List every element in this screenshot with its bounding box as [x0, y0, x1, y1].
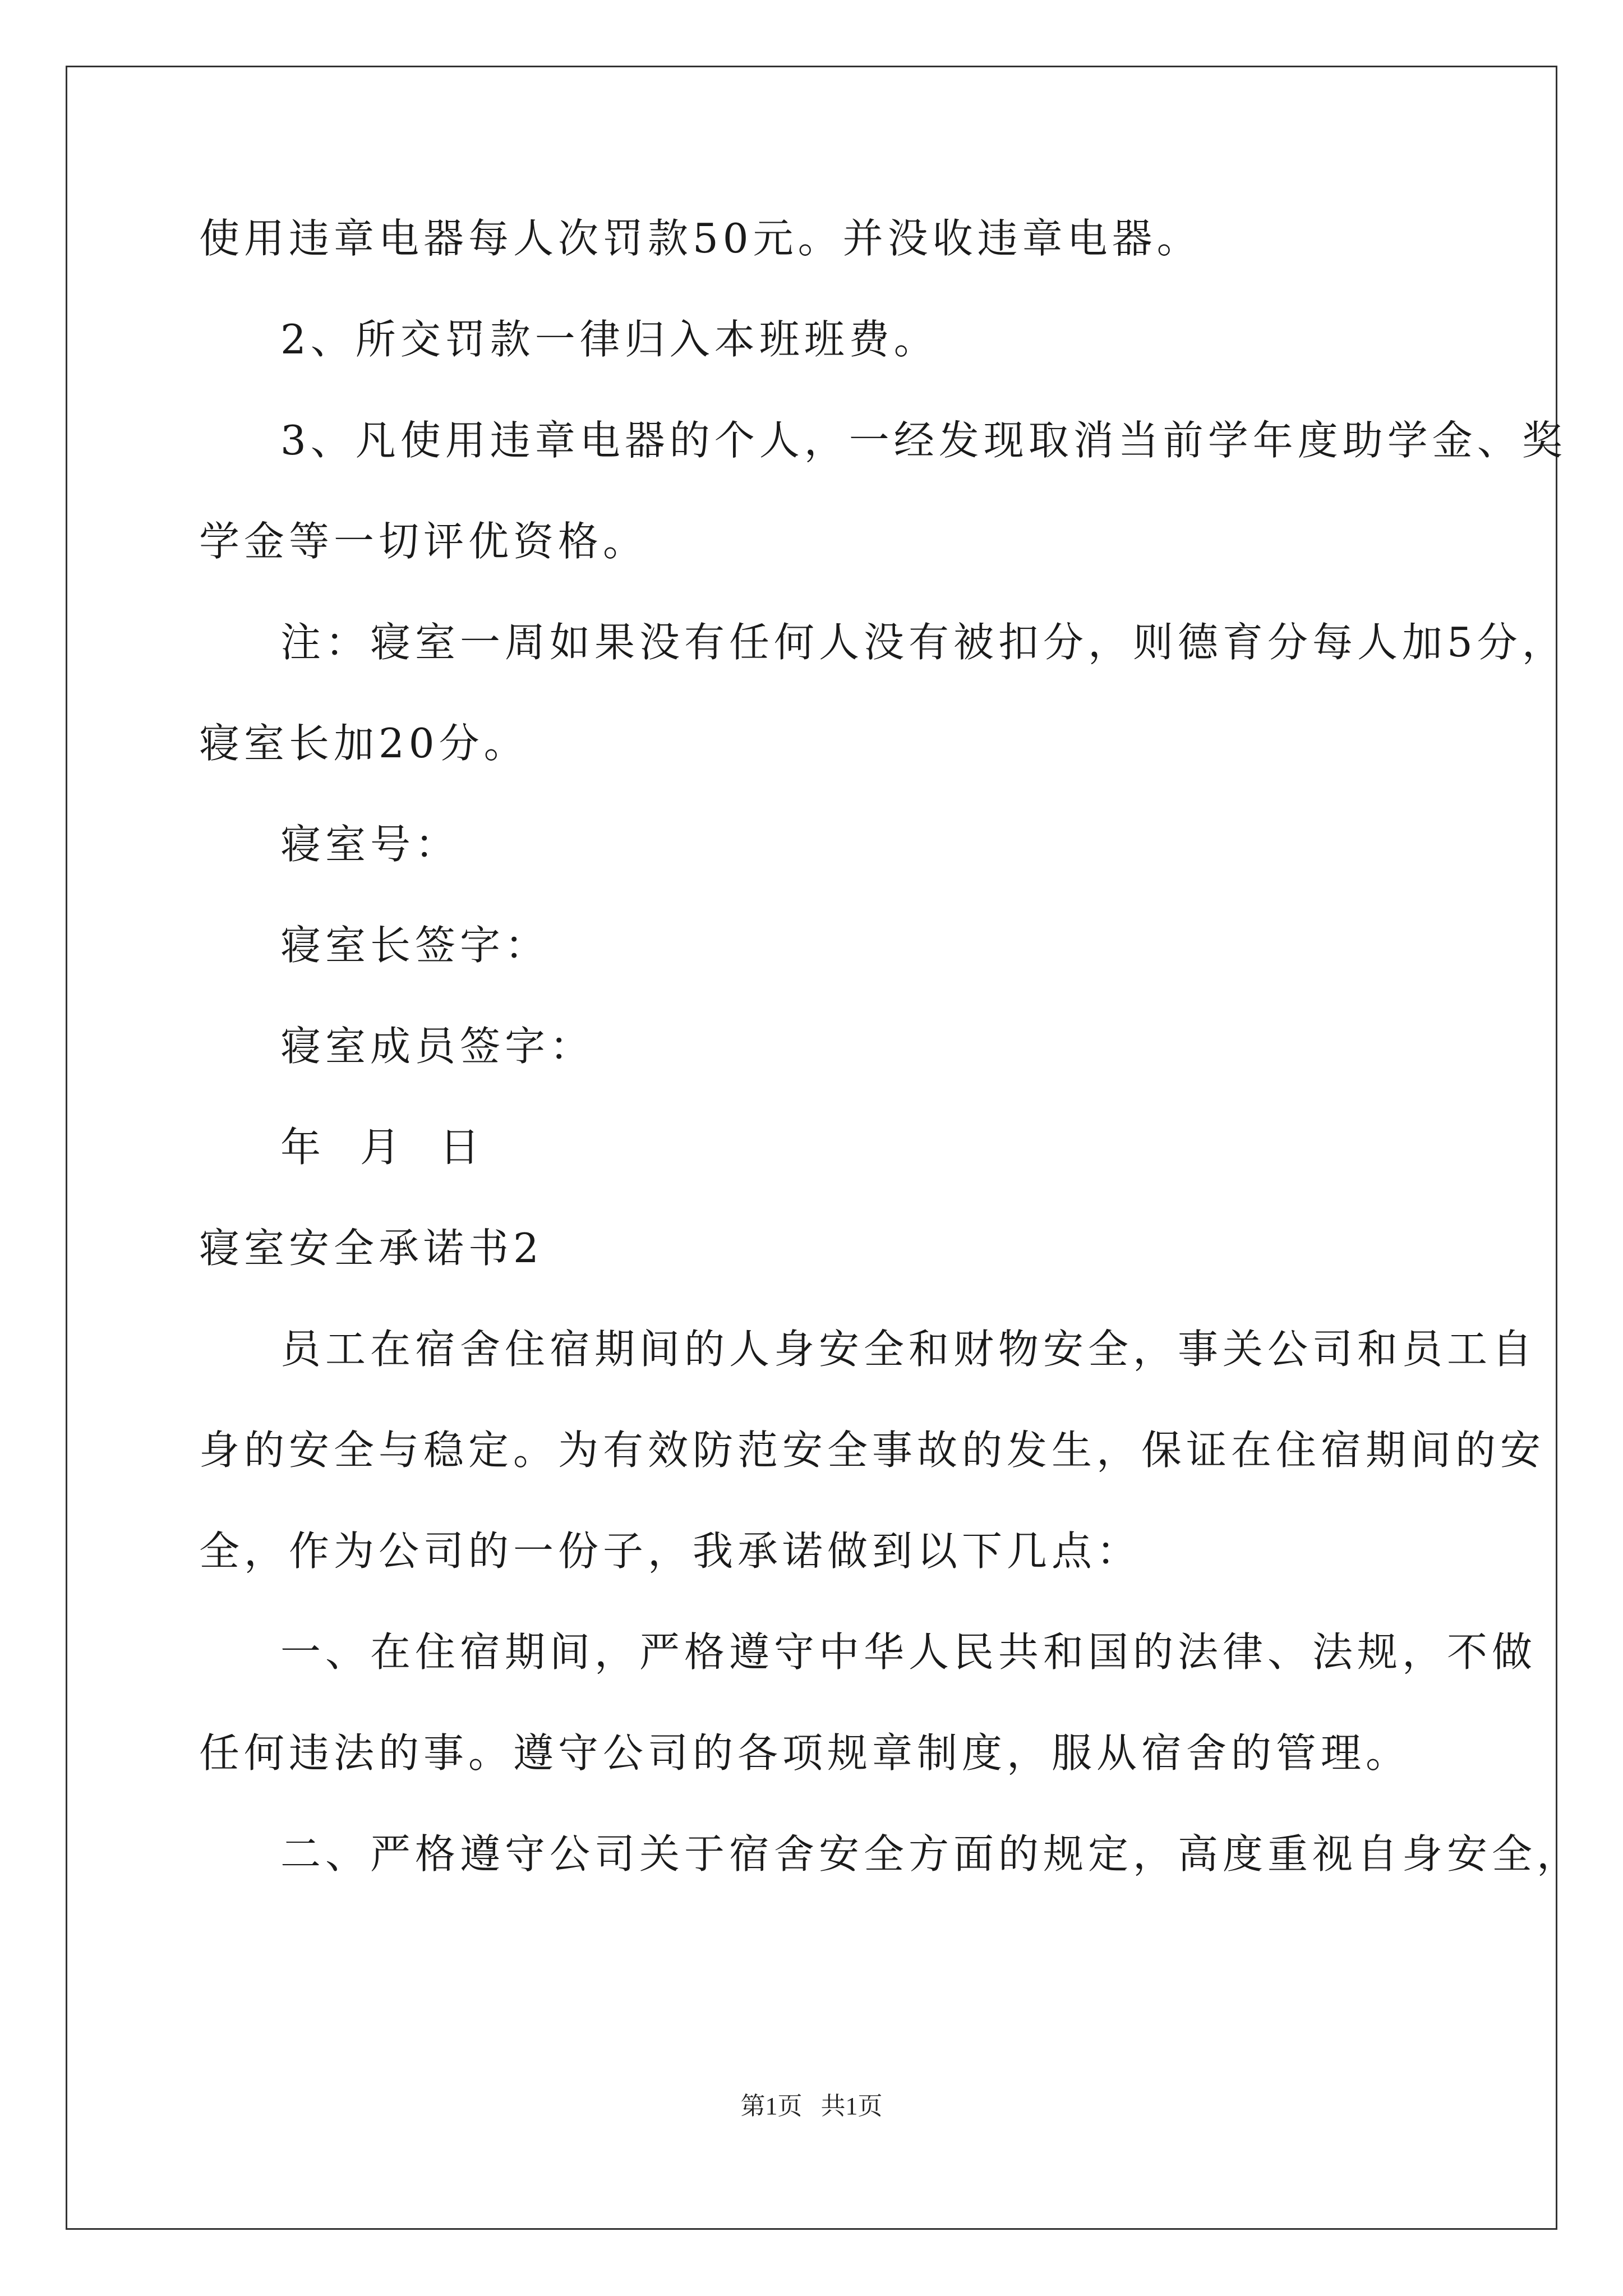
- text-line-point-2: 二、严格遵守公司关于宿舍安全方面的规定，高度重视自身安全，: [280, 1830, 1582, 1878]
- text-line-intro-cont-2: 全，作为公司的一份子，我承诺做到以下几点：: [199, 1527, 1142, 1575]
- text-line-point-1-cont: 任何违法的事。遵守公司的各项规章制度，服从宿舍的管理。: [199, 1729, 1411, 1777]
- field-leader-signature: 寝室长签字：: [280, 922, 550, 969]
- text-line-item-3: 3、凡使用违章电器的个人，一经发现取消当前学年度助学金、奖: [280, 417, 1567, 464]
- field-room-number: 寝室号：: [280, 821, 460, 868]
- text-line-intro-cont-1: 身的安全与稳定。为有效防范安全事故的发生，保证在住宿期间的安: [199, 1427, 1546, 1474]
- page-footer: 第1页 共1页: [740, 2092, 883, 2120]
- field-member-signature: 寝室成员签字：: [280, 1023, 595, 1070]
- text-line-intro: 员工在宿舍住宿期间的人身安全和财物安全，事关公司和员工自: [280, 1326, 1537, 1373]
- text-line-penalty: 使用违章电器每人次罚款50元。并没收违章电器。: [199, 215, 1202, 262]
- text-line-note: 注：寝室一周如果没有任何人没有被扣分，则德育分每人加5分，: [280, 619, 1567, 666]
- text-line-point-1: 一、在住宿期间，严格遵守中华人民共和国的法律、法规，不做: [280, 1628, 1537, 1676]
- field-date: 年 月 日: [280, 1124, 485, 1171]
- text-line-note-cont: 寝室长加20分。: [199, 720, 529, 767]
- text-line-item-2: 2、所交罚款一律归入本班班费。: [280, 316, 939, 363]
- text-line-item-3-cont: 学金等一切评优资格。: [199, 518, 648, 565]
- section-title: 寝室安全承诺书2: [199, 1225, 543, 1272]
